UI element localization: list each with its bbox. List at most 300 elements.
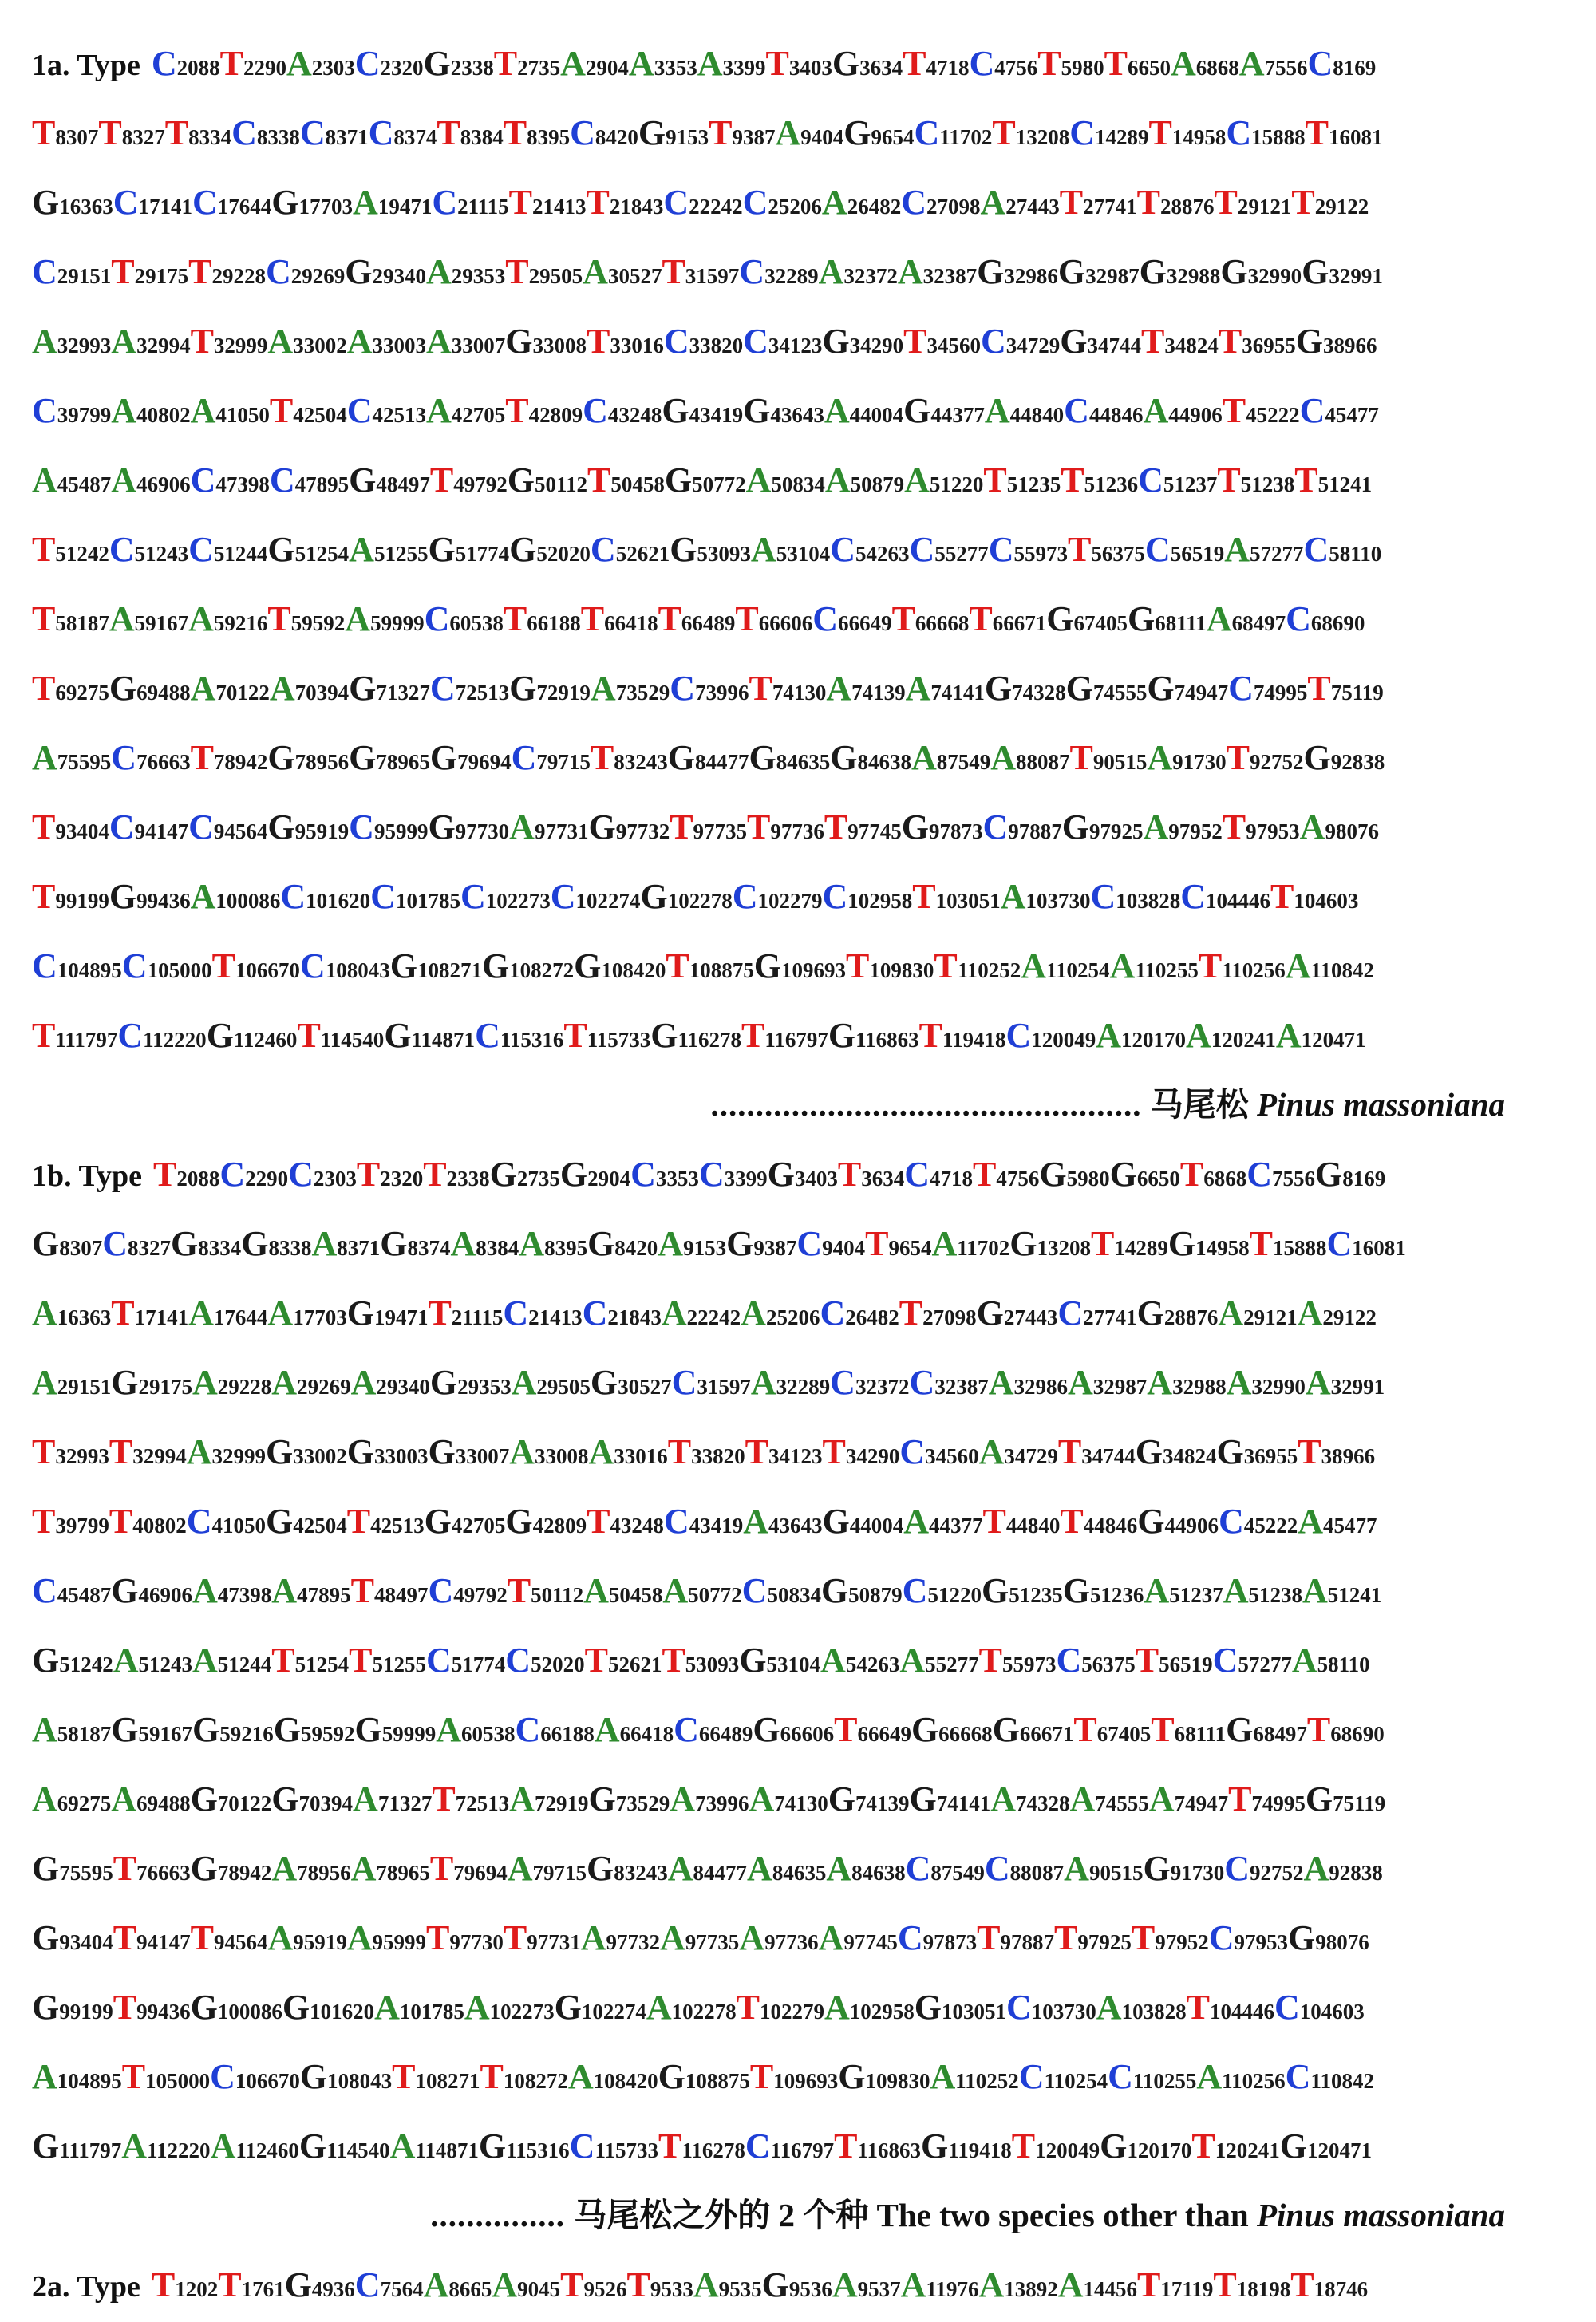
base-position: 97730 [449, 1930, 504, 1954]
nucleotide-base: T [824, 808, 848, 847]
nucleotide-base: C [111, 738, 137, 777]
nucleotide-base: A [32, 1293, 57, 1333]
base-position: 32994 [132, 1444, 187, 1468]
nucleotide-base: T [587, 322, 610, 361]
base-position: 50834 [767, 1583, 821, 1607]
nucleotide-base: A [667, 1849, 693, 1888]
base-position: 115316 [500, 1028, 564, 1052]
base-position: 26482 [845, 1305, 899, 1329]
nucleotide-base: T [349, 1641, 373, 1680]
nucleotide-base: C [113, 183, 139, 222]
base-position: 8371 [325, 125, 369, 149]
base-position: 14456 [1083, 2277, 1138, 2301]
nucleotide-base: G [429, 1363, 458, 1402]
nucleotide-base: G [32, 2127, 60, 2166]
base-position: 40802 [136, 403, 191, 427]
nucleotide-base: T [834, 2127, 858, 2166]
base-position: 29175 [138, 1375, 193, 1399]
base-position: 53093 [685, 1653, 740, 1676]
base-position: 51220 [927, 1583, 982, 1607]
nucleotide-base: G [206, 1016, 234, 1055]
nucleotide-base: G [1220, 252, 1248, 291]
nucleotide-base: A [1291, 1641, 1317, 1680]
base-position: 95999 [372, 1930, 427, 1954]
sequence-line [32, 168, 1564, 237]
nucleotide-base: A [311, 1224, 338, 1263]
nucleotide-base: T [670, 808, 693, 847]
base-position: 48497 [373, 1583, 429, 1607]
base-position: 66418 [604, 611, 658, 635]
base-position: 42513 [372, 403, 426, 427]
base-position: 8169 [1342, 1167, 1386, 1191]
base-position: 84477 [693, 1861, 748, 1885]
base-position: 120241 [1211, 1028, 1276, 1052]
base-position: 110252 [957, 958, 1021, 982]
nucleotide-base: A [192, 1571, 218, 1610]
nucleotide-base: C [1005, 1016, 1032, 1055]
nucleotide-base: G [1279, 2127, 1307, 2166]
sequence-line [32, 1139, 1564, 1209]
base-position: 110256 [1222, 2069, 1286, 2093]
base-position: 50112 [531, 1583, 584, 1607]
base-position: 17644 [213, 1305, 268, 1329]
nucleotide-base: C [1286, 599, 1311, 638]
base-position: 8338 [256, 125, 300, 149]
nucleotide-base: G [749, 738, 776, 777]
base-position: 29228 [211, 264, 266, 288]
nucleotide-base: A [739, 1918, 765, 1957]
base-position: 46906 [136, 472, 191, 496]
base-position: 27098 [922, 1305, 977, 1329]
base-position: 6868 [1195, 56, 1239, 80]
nucleotide-base: C [1069, 113, 1095, 152]
nucleotide-base: A [1064, 1849, 1089, 1888]
nucleotide-base: G [346, 1293, 374, 1333]
base-position: 14958 [1195, 1236, 1250, 1260]
nucleotide-base: T [1090, 1224, 1115, 1263]
base-position: 94147 [134, 819, 189, 843]
base-position: 55973 [1013, 542, 1069, 566]
base-position: 51238 [1248, 1583, 1302, 1607]
base-position: 59592 [300, 1722, 355, 1746]
nucleotide-base: G [554, 1988, 582, 2027]
base-position: 44846 [1088, 403, 1144, 427]
nucleotide-base: G [507, 460, 535, 500]
base-position: 70394 [294, 681, 350, 705]
base-position: 66671 [1019, 1722, 1074, 1746]
base-position: 104446 [1206, 889, 1270, 913]
nucleotide-base: A [903, 1502, 929, 1541]
base-position: 103051 [935, 889, 1001, 913]
nucleotide-base: G [921, 2127, 949, 2166]
base-position: 9535 [718, 2277, 762, 2301]
base-position: 9387 [732, 125, 776, 149]
nucleotide-base: G [1062, 1571, 1090, 1610]
base-position: 16081 [1328, 125, 1383, 149]
base-position: 70122 [217, 1791, 272, 1815]
nucleotide-base: T [113, 1918, 137, 1957]
base-position: 3403 [788, 56, 832, 80]
base-position: 9537 [857, 2277, 901, 2301]
nucleotide-base: T [429, 1849, 454, 1888]
base-position: 29340 [376, 1375, 430, 1399]
base-position: 14958 [1171, 125, 1227, 149]
base-position: 33002 [293, 1444, 347, 1468]
base-position: 57277 [1238, 1653, 1292, 1676]
nucleotide-base: G [1216, 1432, 1244, 1471]
nucleotide-base: A [509, 1779, 535, 1819]
nucleotide-base: C [745, 2127, 771, 2166]
base-position: 3634 [859, 56, 903, 80]
nucleotide-base: T [1222, 391, 1246, 430]
base-position: 114871 [411, 1028, 476, 1052]
nucleotide-base: G [667, 738, 695, 777]
base-position: 32993 [57, 334, 112, 357]
nucleotide-base: A [32, 2057, 57, 2096]
base-position: 32999 [213, 334, 268, 357]
base-position: 58110 [1317, 1653, 1370, 1676]
nucleotide-base: T [586, 183, 610, 222]
nucleotide-base: T [218, 2265, 242, 2304]
base-position: 108043 [327, 2069, 393, 2093]
base-position: 108043 [325, 958, 390, 982]
nucleotide-base: G [349, 669, 377, 708]
base-position: 79715 [536, 750, 591, 774]
base-position: 79715 [532, 1861, 587, 1885]
base-position: 29121 [1237, 195, 1292, 219]
base-position: 11702 [957, 1236, 1010, 1260]
nucleotide-base: C [1006, 1988, 1032, 2027]
base-position: 32387 [922, 264, 978, 288]
nucleotide-base: A [824, 391, 850, 430]
nucleotide-base: T [269, 391, 294, 430]
nucleotide-base: A [978, 1432, 1005, 1471]
base-position: 105000 [147, 958, 212, 982]
base-position: 110254 [1044, 2069, 1108, 2093]
base-position: 102278 [671, 2000, 737, 2024]
base-position: 34290 [849, 334, 904, 357]
base-position: 97952 [1168, 819, 1223, 843]
base-position: 79694 [453, 1861, 508, 1885]
nucleotide-base: C [969, 44, 995, 83]
nucleotide-base: C [901, 183, 926, 222]
nucleotide-base: T [626, 2265, 650, 2304]
base-position: 55277 [925, 1653, 979, 1676]
base-position: 97732 [615, 819, 670, 843]
base-position: 8420 [595, 125, 638, 149]
base-position: 22242 [686, 1305, 741, 1329]
base-position: 120170 [1121, 1028, 1187, 1052]
base-position: 51238 [1240, 472, 1295, 496]
base-position: 74947 [1174, 681, 1229, 705]
nucleotide-base: A [32, 1363, 57, 1402]
nucleotide-base: T [432, 1779, 456, 1819]
base-position: 72919 [536, 681, 591, 705]
base-position: 58187 [55, 611, 109, 635]
nucleotide-base: T [1305, 113, 1329, 152]
nucleotide-base: G [192, 1710, 220, 1749]
nucleotide-base: A [826, 1849, 852, 1888]
base-position: 74141 [930, 681, 985, 705]
nucleotide-base: G [1288, 1918, 1316, 1957]
base-position: 51235 [1009, 1583, 1063, 1607]
nucleotide-base: A [286, 44, 312, 83]
nucleotide-base: G [190, 1849, 218, 1888]
nucleotide-base: G [111, 1571, 139, 1610]
nucleotide-base: C [822, 877, 848, 916]
nucleotide-base: G [1100, 2127, 1128, 2166]
nucleotide-base: G [984, 669, 1013, 708]
base-position: 27443 [1005, 195, 1060, 219]
base-position: 9404 [800, 125, 844, 149]
base-position: 59216 [219, 1722, 274, 1746]
base-position: 34744 [1081, 1444, 1136, 1468]
nucleotide-base: C [1057, 1293, 1084, 1333]
base-position: 60538 [449, 611, 504, 635]
nucleotide-base: A [353, 183, 378, 222]
base-position: 29269 [290, 264, 346, 288]
nucleotide-base: T [1298, 1432, 1321, 1471]
nucleotide-base: C [460, 877, 486, 916]
nucleotide-base: A [511, 1363, 537, 1402]
base-position: 43419 [689, 1514, 744, 1538]
base-position: 41050 [215, 403, 270, 427]
nucleotide-base: C [981, 322, 1006, 361]
nucleotide-base: A [988, 1363, 1014, 1402]
base-position: 110842 [1310, 2069, 1374, 2093]
base-position: 67405 [1073, 611, 1128, 635]
base-position: 84477 [695, 750, 749, 774]
nucleotide-base: G [109, 877, 137, 916]
base-position: 69275 [55, 681, 109, 705]
base-position: 27741 [1083, 195, 1137, 219]
nucleotide-base: T [918, 1016, 942, 1055]
nucleotide-base: A [389, 2127, 416, 2166]
base-position: 71327 [377, 1791, 433, 1815]
nucleotide-base: T [1228, 1779, 1252, 1819]
base-position: 8384 [460, 125, 504, 149]
nucleotide-base: C [370, 877, 396, 916]
nucleotide-base: C [32, 252, 57, 291]
base-position: 1202 [175, 2277, 219, 2301]
base-position: 54263 [845, 1653, 900, 1676]
base-position: 97731 [534, 819, 589, 843]
nucleotide-base: G [32, 1918, 60, 1957]
nucleotide-base: A [567, 2057, 594, 2096]
base-position: 51774 [451, 1653, 506, 1676]
sequence-line [32, 931, 1564, 1001]
nucleotide-base: T [1222, 808, 1246, 847]
base-position: 8371 [337, 1236, 381, 1260]
base-position: 52020 [536, 542, 591, 566]
nucleotide-base: G [574, 946, 602, 985]
nucleotide-base: C [515, 1710, 541, 1749]
nucleotide-base: A [588, 1432, 614, 1471]
base-position: 108875 [689, 958, 754, 982]
base-position: 55973 [1001, 1653, 1057, 1676]
base-position: 115733 [587, 1028, 651, 1052]
sequence-line [32, 584, 1564, 654]
nucleotide-base: A [271, 1849, 298, 1888]
nucleotide-base: A [190, 877, 216, 916]
base-position: 2735 [517, 56, 561, 80]
nucleotide-base: T [503, 1918, 527, 1957]
nucleotide-base: T [1148, 113, 1172, 152]
nucleotide-base: G [981, 1571, 1009, 1610]
nucleotide-base: T [151, 2265, 176, 2304]
nucleotide-base: T [219, 44, 243, 83]
nucleotide-base: C [354, 2265, 381, 2304]
nucleotide-base: C [1307, 44, 1333, 83]
base-position: 74995 [1253, 681, 1308, 705]
base-position: 32990 [1251, 1375, 1306, 1399]
nucleotide-base: G [903, 391, 931, 430]
base-position: 2338 [450, 56, 494, 80]
sequence-line [32, 792, 1564, 862]
base-position: 110256 [1222, 958, 1286, 982]
base-position: 32372 [855, 1375, 910, 1399]
base-position: 8420 [614, 1236, 658, 1260]
base-position: 111797 [55, 1028, 118, 1052]
nucleotide-base: A [1143, 808, 1169, 847]
base-position: 92838 [1329, 1861, 1383, 1885]
base-position: 110252 [955, 2069, 1019, 2093]
nucleotide-base: A [32, 1710, 57, 1749]
nucleotide-base: G [828, 1016, 856, 1055]
nucleotide-base: G [32, 1988, 60, 2027]
base-position: 101620 [306, 889, 371, 913]
caption-english-name: The two species other than [876, 2197, 1257, 2233]
nucleotide-base: T [1136, 183, 1160, 222]
nucleotide-base: G [1128, 599, 1156, 638]
nucleotide-base: G [822, 1502, 850, 1541]
nucleotide-base: T [271, 1641, 295, 1680]
nucleotide-base: A [374, 1988, 400, 2027]
nucleotide-base: C [550, 877, 576, 916]
nucleotide-base: T [584, 1641, 608, 1680]
base-position: 95919 [293, 1930, 347, 1954]
base-position: 59999 [370, 611, 425, 635]
species-caption [32, 1070, 1564, 1139]
nucleotide-base: C [32, 1571, 57, 1610]
nucleotide-base: T [741, 1016, 765, 1055]
sequence-line [32, 515, 1564, 584]
nucleotide-base: T [32, 669, 56, 708]
base-position: 112460 [235, 2138, 299, 2162]
nucleotide-base: T [507, 1571, 531, 1610]
base-position: 16363 [59, 195, 113, 219]
nucleotide-base: G [171, 1224, 199, 1263]
nucleotide-base: T [709, 113, 733, 152]
nucleotide-base: A [1224, 530, 1250, 569]
nucleotide-base: G [1295, 322, 1323, 361]
nucleotide-base: A [583, 1571, 609, 1610]
nucleotide-base: C [1246, 1155, 1272, 1194]
base-position: 40802 [132, 1514, 187, 1538]
base-position: 28876 [1163, 1305, 1219, 1329]
base-position: 103051 [942, 2000, 1007, 2024]
base-position: 99199 [59, 2000, 113, 2024]
base-position: 94564 [213, 819, 268, 843]
base-position: 93404 [55, 819, 109, 843]
base-position: 75595 [59, 1861, 113, 1885]
nucleotide-base: A [821, 183, 847, 222]
base-position: 108875 [685, 2069, 750, 2093]
nucleotide-base: A [32, 322, 57, 361]
base-position: 49792 [453, 472, 508, 496]
nucleotide-base: G [753, 1710, 780, 1749]
base-position: 69488 [136, 1791, 191, 1815]
nucleotide-base: G [901, 808, 929, 847]
caption-latin-name: Pinus massoniana [1256, 2197, 1505, 2233]
nucleotide-base: G [428, 808, 456, 847]
nucleotide-base: T [505, 391, 529, 430]
nucleotide-base: A [111, 460, 137, 500]
base-position: 59167 [134, 611, 189, 635]
base-position: 33007 [455, 1444, 510, 1468]
base-position: 2088 [176, 1167, 220, 1191]
base-position: 17119 [1160, 2277, 1214, 2301]
nucleotide-base: T [32, 1502, 56, 1541]
base-position: 21413 [528, 1305, 583, 1329]
base-position: 116278 [678, 1028, 741, 1052]
nucleotide-base: T [1217, 460, 1241, 500]
base-position: 102278 [667, 889, 733, 913]
nucleotide-base: C [899, 1432, 926, 1471]
nucleotide-base: A [1096, 1016, 1122, 1055]
base-position: 51237 [1169, 1583, 1223, 1607]
base-position: 51236 [1084, 472, 1139, 496]
base-position: 51774 [455, 542, 510, 566]
nucleotide-base: T [1218, 322, 1242, 361]
base-position: 54263 [855, 542, 910, 566]
nucleotide-base: T [735, 599, 759, 638]
nucleotide-base: G [1167, 1224, 1196, 1263]
nucleotide-base: A [1109, 946, 1136, 985]
base-position: 32986 [1004, 264, 1058, 288]
nucleotide-base: A [1057, 2265, 1084, 2304]
sequence-line [32, 2042, 1564, 2111]
base-position: 120049 [1035, 2138, 1100, 2162]
base-position: 51243 [134, 542, 189, 566]
caption-dots: ............... [430, 2197, 575, 2233]
nucleotide-base: A [646, 1988, 672, 2027]
nucleotide-base: C [698, 1155, 725, 1194]
nucleotide-base: G [658, 2057, 685, 2096]
nucleotide-base: G [241, 1224, 269, 1263]
nucleotide-base: A [190, 669, 216, 708]
nucleotide-base: G [111, 1363, 139, 1402]
nucleotide-base: A [904, 460, 930, 500]
base-position: 42705 [451, 1514, 506, 1538]
nucleotide-base: A [580, 1918, 606, 1957]
nucleotide-base: A [426, 252, 452, 291]
base-position: 33008 [532, 334, 587, 357]
base-position: 21843 [607, 1305, 662, 1329]
nucleotide-base: C [299, 946, 326, 985]
base-position: 19471 [377, 195, 433, 219]
nucleotide-base: T [109, 1502, 133, 1541]
nucleotide-base: C [663, 1502, 689, 1541]
base-position: 99436 [136, 2000, 191, 2024]
nucleotide-base: G [266, 1502, 294, 1541]
base-position: 9654 [871, 125, 915, 149]
nucleotide-base: T [121, 2057, 146, 2096]
base-position: 36955 [1243, 1444, 1298, 1468]
nucleotide-base: A [186, 1432, 212, 1471]
nucleotide-base: A [271, 1363, 298, 1402]
nucleotide-base: G [1109, 1155, 1137, 1194]
